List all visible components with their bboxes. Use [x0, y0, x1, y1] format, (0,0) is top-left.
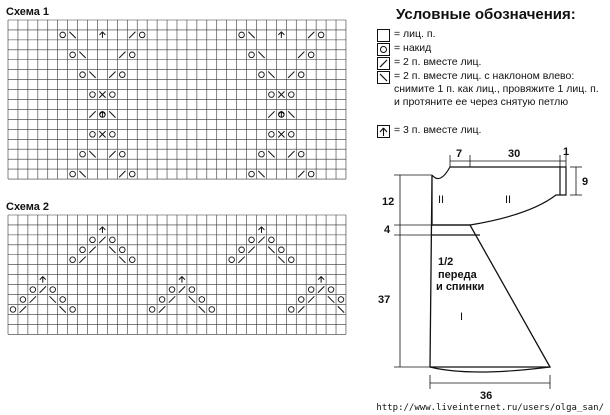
- ssk-mark: [258, 171, 264, 177]
- yarn-over-mark: [70, 307, 76, 313]
- yarn-over-mark: [289, 257, 295, 263]
- yarn-over-mark: [80, 247, 86, 253]
- yarn-over-mark: [229, 257, 235, 263]
- yarn-over-mark: [70, 171, 76, 177]
- ssk-symbol-icon: [377, 71, 390, 84]
- k2tog-mark: [298, 52, 304, 58]
- legend-item-ssk: [377, 70, 604, 109]
- body-label-1: 1/2: [438, 256, 454, 268]
- legend-item-text: = 3 п. вместе лиц.: [394, 124, 482, 136]
- ssk-mark: [79, 52, 85, 58]
- ssk-mark: [199, 306, 205, 312]
- yarn-over-mark: [298, 151, 304, 157]
- k3tog-mark: [318, 277, 324, 283]
- legend-item-text: = лиц. п.: [394, 28, 436, 40]
- yarn-over-mark: [308, 287, 314, 293]
- yarn-over-mark: [308, 52, 314, 58]
- yarn-over-mark: [139, 32, 145, 38]
- ssk-mark: [109, 111, 115, 117]
- k2tog-mark: [119, 52, 125, 58]
- yarn-over-mark: [90, 92, 96, 98]
- k3tog-mark: [99, 32, 105, 38]
- yarn-over-symbol-icon: [377, 43, 390, 56]
- schema-2-title: Схема 2: [6, 201, 50, 213]
- k2tog-mark: [89, 247, 95, 253]
- yarn-over-mark: [129, 257, 135, 263]
- schema-1-grid: [8, 20, 346, 186]
- yarn-over-mark: [239, 247, 245, 253]
- ssk-mark: [248, 32, 254, 38]
- yarn-over-mark: [209, 307, 215, 313]
- legend-item-k3tog: [377, 124, 481, 138]
- yarn-over-mark: [279, 247, 285, 253]
- ssk-mark: [189, 296, 195, 302]
- yarn-over-mark: [90, 132, 96, 138]
- yarn-over-mark: [189, 287, 195, 293]
- yarn-over-mark: [110, 132, 116, 138]
- yarn-over-mark: [159, 297, 165, 303]
- legend-item-knit: [377, 28, 436, 42]
- k2tog-mark: [79, 257, 85, 263]
- k2tog-mark: [318, 286, 324, 292]
- yarn-over-mark: [259, 151, 265, 157]
- ssk-mark: [109, 247, 115, 253]
- ssk-mark: [69, 32, 75, 38]
- sleeve-label-b: II: [505, 194, 512, 206]
- ssk-mark: [50, 296, 56, 302]
- yarn-over-mark: [10, 307, 16, 313]
- k2tog-symbol-icon: [377, 57, 390, 70]
- k2tog-mark: [20, 306, 26, 312]
- dim-left-small: 4: [384, 224, 391, 236]
- body-label-num: I: [460, 311, 464, 323]
- k3tog-mark: [40, 277, 46, 283]
- k3tog-symbol-icon: [377, 125, 390, 138]
- ssk-mark: [278, 257, 284, 263]
- k2tog-mark: [298, 171, 304, 177]
- schema-2-grid: [8, 215, 346, 340]
- k2tog-mark: [248, 247, 254, 253]
- k2tog-mark: [119, 171, 125, 177]
- garment-pattern: [370, 145, 605, 402]
- yarn-over-mark: [120, 247, 126, 253]
- ssk-mark: [288, 111, 294, 117]
- k2tog-mark: [238, 257, 244, 263]
- yarn-over-mark: [289, 92, 295, 98]
- yarn-over-mark: [60, 297, 66, 303]
- yarn-over-mark: [20, 297, 26, 303]
- source-url: http://www.liveinternet.ru/users/olga_san/: [376, 403, 604, 413]
- legend-item-yo: [377, 42, 431, 56]
- k2tog-mark: [288, 71, 294, 77]
- yarn-over-mark: [129, 52, 135, 58]
- ssk-mark: [268, 247, 274, 253]
- ssk-mark: [79, 171, 85, 177]
- yarn-over-mark: [120, 72, 126, 78]
- dim-left-top: 12: [382, 196, 395, 208]
- k2tog-mark: [258, 237, 264, 243]
- dim-side-right: 9: [582, 176, 589, 188]
- legend-item-k2tog: [377, 56, 481, 70]
- dim-top-mid: 30: [508, 148, 521, 160]
- k2tog-mark: [288, 151, 294, 157]
- k2tog-mark: [40, 286, 46, 292]
- k3tog-mark: [99, 227, 105, 233]
- k2tog-mark: [169, 296, 175, 302]
- ssk-mark: [338, 306, 344, 312]
- yarn-over-mark: [269, 92, 275, 98]
- yarn-over-mark: [318, 32, 324, 38]
- yarn-over-mark: [338, 297, 344, 303]
- k3tog-mark: [179, 277, 185, 283]
- yarn-over-mark: [110, 92, 116, 98]
- ssk-mark: [328, 296, 334, 302]
- yarn-over-mark: [120, 151, 126, 157]
- yarn-over-mark: [80, 72, 86, 78]
- schema-1-title: Схема 1: [6, 6, 50, 18]
- k2tog-mark: [298, 306, 304, 312]
- ssk-mark: [268, 151, 274, 157]
- k2tog-mark: [109, 71, 115, 77]
- yarn-over-mark: [249, 237, 255, 243]
- k2tog-mark: [30, 296, 36, 302]
- yarn-over-mark: [70, 52, 76, 58]
- legend-title: Условные обозначения:: [396, 6, 576, 23]
- ssk-mark: [89, 151, 95, 157]
- ssk-mark: [59, 306, 65, 312]
- yarn-over-mark: [30, 287, 36, 293]
- k3tog-mark: [258, 227, 264, 233]
- yarn-over-mark: [269, 237, 275, 243]
- yarn-over-mark: [70, 257, 76, 263]
- yarn-over-mark: [249, 171, 255, 177]
- dim-left-big: 37: [378, 294, 391, 306]
- knit-symbol-icon: [377, 29, 390, 42]
- pattern-neckline: [432, 167, 566, 225]
- k2tog-mark: [109, 151, 115, 157]
- k2tog-mark: [268, 111, 274, 117]
- dim-bottom: 36: [480, 390, 493, 402]
- yarn-over-mark: [239, 32, 245, 38]
- yarn-over-mark: [328, 287, 334, 293]
- yarn-over-mark: [149, 307, 155, 313]
- legend-item-text: = 2 п. вместе лиц. с наклоном влево: снимите 1 п. как лиц., провяжите 1 лиц. п. и протяните ее через снятую петлю: [394, 70, 599, 108]
- yarn-over-mark: [50, 287, 56, 293]
- k2tog-mark: [308, 296, 314, 302]
- legend-item-text: = накид: [394, 42, 432, 54]
- yarn-over-mark: [298, 297, 304, 303]
- k2tog-mark: [179, 286, 185, 292]
- yarn-over-mark: [298, 72, 304, 78]
- k2tog-mark: [129, 32, 135, 38]
- ssk-mark: [268, 71, 274, 77]
- yarn-over-mark: [90, 237, 96, 243]
- yarn-over-mark: [308, 171, 314, 177]
- k2tog-mark: [89, 111, 95, 117]
- k3tog-mark: [278, 32, 284, 38]
- yarn-over-mark: [129, 171, 135, 177]
- ssk-mark: [258, 52, 264, 58]
- ssk-mark: [119, 257, 125, 263]
- body-label-2: переда: [438, 269, 477, 281]
- k2tog-mark: [99, 237, 105, 243]
- dim-top-right: 1: [563, 146, 570, 158]
- yarn-over-mark: [169, 287, 175, 293]
- yarn-over-mark: [60, 32, 66, 38]
- legend-item-text: = 2 п. вместе лиц.: [394, 56, 482, 68]
- yarn-over-mark: [80, 151, 86, 157]
- yarn-over-mark: [289, 307, 295, 313]
- k2tog-mark: [308, 32, 314, 38]
- yarn-over-mark: [259, 72, 265, 78]
- k2tog-mark: [159, 306, 165, 312]
- yarn-over-mark: [249, 52, 255, 58]
- yarn-over-mark: [269, 132, 275, 138]
- yarn-over-mark: [289, 132, 295, 138]
- sleeve-label-a: II: [438, 194, 445, 206]
- yarn-over-mark: [110, 237, 116, 243]
- dim-top-left: 7: [456, 148, 463, 160]
- body-label-3: и спинки: [436, 281, 485, 293]
- ssk-mark: [89, 71, 95, 77]
- yarn-over-mark: [199, 297, 205, 303]
